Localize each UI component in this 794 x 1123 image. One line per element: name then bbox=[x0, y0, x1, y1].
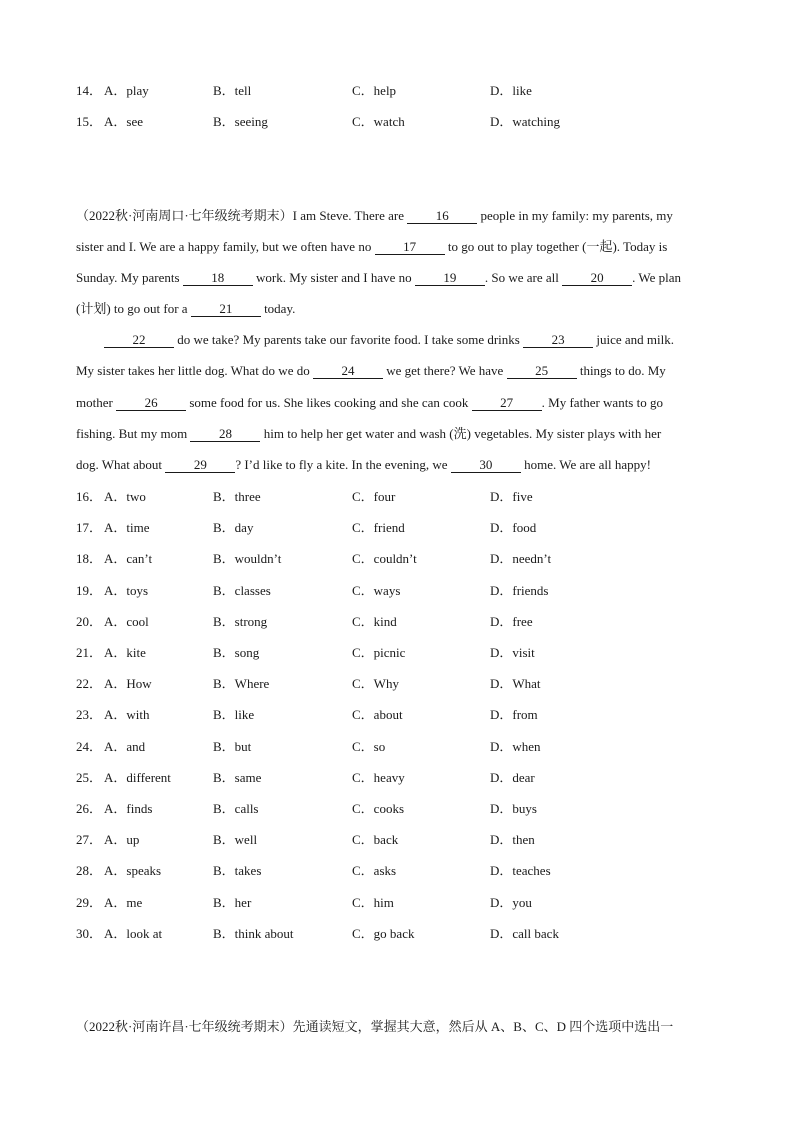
option-c: C．heavy bbox=[352, 770, 405, 785]
option-d: D．watching bbox=[490, 114, 561, 129]
blank-28: 28 bbox=[190, 426, 260, 442]
option-a: A．can’t bbox=[104, 551, 153, 566]
option-d: D．needn’t bbox=[490, 551, 552, 566]
option-d: D．five bbox=[490, 489, 533, 504]
blank-21: 21 bbox=[191, 301, 261, 317]
option-b: B．same bbox=[213, 770, 262, 785]
question-number: 22． bbox=[76, 676, 103, 691]
question-number: 27． bbox=[76, 832, 103, 847]
option-c: C．go back bbox=[352, 926, 415, 941]
option-a: A．speaks bbox=[104, 863, 162, 878]
blank-26: 26 bbox=[116, 395, 186, 411]
passage-line: fishing. But my mom 28 him to help her get water and wash (洗) vegetables. My sister plays with her bbox=[76, 426, 662, 441]
blank-30: 30 bbox=[451, 457, 521, 473]
question-number: 15． bbox=[76, 114, 103, 129]
question-number: 29． bbox=[76, 895, 103, 910]
option-a: A．cool bbox=[104, 614, 149, 629]
option-a: A．kite bbox=[104, 645, 146, 660]
option-b: B．three bbox=[213, 489, 261, 504]
passage-line: mother 26 some food for us. She likes cooking and she can cook 27 . My father wants to go bbox=[76, 395, 663, 410]
option-c: C．friend bbox=[352, 520, 405, 535]
option-b: B．wouldn’t bbox=[213, 551, 282, 566]
option-d: D．call back bbox=[490, 926, 559, 941]
blank-24: 24 bbox=[313, 363, 383, 379]
option-a: A．time bbox=[104, 520, 150, 535]
next-section-instructions: 先通读短文，掌握其大意，然后从 A、B、C、D 四个选项中选出一 bbox=[292, 1019, 674, 1034]
option-c: C．watch bbox=[352, 114, 405, 129]
option-c: C．back bbox=[352, 832, 399, 847]
question-number: 14． bbox=[76, 83, 103, 98]
option-d: D．then bbox=[490, 832, 535, 847]
option-d: D．visit bbox=[490, 645, 535, 660]
passage-source: （2022秋·河南周口·七年级统考期末） bbox=[76, 208, 293, 223]
option-d: D．you bbox=[490, 895, 532, 910]
question-number: 26． bbox=[76, 801, 103, 816]
blank-19: 19 bbox=[415, 270, 485, 286]
blank-16: 16 bbox=[407, 208, 477, 224]
passage-line: （2022秋·河南周口·七年级统考期末）I am Steve. There are 16 people in my family: my parents, my bbox=[76, 208, 673, 223]
option-a: A．toys bbox=[104, 583, 149, 598]
question-number: 21． bbox=[76, 645, 103, 660]
option-c: C．couldn’t bbox=[352, 551, 417, 566]
blank-20: 20 bbox=[562, 270, 632, 286]
option-c: C．him bbox=[352, 895, 394, 910]
passage-line: My sister takes her little dog. What do we do 24 we get there? We have 25 things to do. My bbox=[76, 363, 666, 378]
blank-27: 27 bbox=[472, 395, 542, 411]
option-b: B．song bbox=[213, 645, 260, 660]
option-d: D．What bbox=[490, 676, 541, 691]
next-section-source: （2022秋·河南许昌·七年级统考期末） bbox=[76, 1019, 293, 1034]
option-a: A．up bbox=[104, 832, 140, 847]
passage-line: dog. What about 29 ? I’d like to fly a kite. In the evening, we 30 home. We are all happy! bbox=[76, 457, 651, 472]
option-d: D．buys bbox=[490, 801, 537, 816]
question-number: 30． bbox=[76, 926, 103, 941]
option-c: C．four bbox=[352, 489, 396, 504]
question-number: 19． bbox=[76, 583, 103, 598]
option-a: A．with bbox=[104, 707, 150, 722]
option-c: C．about bbox=[352, 707, 403, 722]
option-c: C．cooks bbox=[352, 801, 405, 816]
option-b: B．think about bbox=[213, 926, 294, 941]
passage-line: (计划) to go out for a 21 today. bbox=[76, 301, 296, 316]
question-number: 17． bbox=[76, 520, 103, 535]
option-b: B．day bbox=[213, 520, 254, 535]
option-b: B．takes bbox=[213, 863, 262, 878]
option-b: B．like bbox=[213, 707, 255, 722]
option-c: C．ways bbox=[352, 583, 401, 598]
option-a: A．and bbox=[104, 739, 146, 754]
option-a: A．play bbox=[104, 83, 149, 98]
option-b: B．her bbox=[213, 895, 252, 910]
option-d: D．from bbox=[490, 707, 538, 722]
option-d: D．when bbox=[490, 739, 541, 754]
option-c: C．asks bbox=[352, 863, 397, 878]
question-number: 25． bbox=[76, 770, 103, 785]
question-number: 23． bbox=[76, 707, 103, 722]
option-d: D．like bbox=[490, 83, 532, 98]
option-c: C．kind bbox=[352, 614, 397, 629]
blank-29: 29 bbox=[165, 457, 235, 473]
question-number: 18． bbox=[76, 551, 103, 566]
passage-line: Sunday. My parents 18 work. My sister and I have no 19 . So we are all 20 . We plan bbox=[76, 270, 682, 285]
option-c: C．Why bbox=[352, 676, 399, 691]
option-b: B．but bbox=[213, 739, 252, 754]
option-b: B．Where bbox=[213, 676, 270, 691]
question-number: 28． bbox=[76, 863, 103, 878]
option-a: A．finds bbox=[104, 801, 153, 816]
question-number: 24． bbox=[76, 739, 103, 754]
option-d: D．dear bbox=[490, 770, 535, 785]
option-b: B．seeing bbox=[213, 114, 268, 129]
option-c: C．picnic bbox=[352, 645, 406, 660]
option-a: A．two bbox=[104, 489, 146, 504]
option-a: A．look at bbox=[104, 926, 163, 941]
blank-25: 25 bbox=[507, 363, 577, 379]
option-b: B．strong bbox=[213, 614, 268, 629]
option-b: B．calls bbox=[213, 801, 259, 816]
option-a: A．different bbox=[104, 770, 171, 785]
option-b: B．well bbox=[213, 832, 258, 847]
option-c: C．help bbox=[352, 83, 397, 98]
next-section-line bbox=[76, 1017, 673, 1037]
blank-23: 23 bbox=[523, 332, 593, 348]
option-b: B．classes bbox=[213, 583, 271, 598]
passage-line: sister and I. We are a happy family, but we often have no 17 to go out to play together (一起). Today is bbox=[76, 239, 668, 254]
option-d: D．food bbox=[490, 520, 537, 535]
blank-22: 22 bbox=[104, 332, 174, 348]
question-number: 16． bbox=[76, 489, 103, 504]
option-b: B．tell bbox=[213, 83, 252, 98]
option-a: A．me bbox=[104, 895, 143, 910]
option-a: A．How bbox=[104, 676, 152, 691]
option-d: D．free bbox=[490, 614, 533, 629]
option-d: D．teaches bbox=[490, 863, 551, 878]
option-c: C．so bbox=[352, 739, 386, 754]
passage-line: 22 do we take? My parents take our favorite food. I take some drinks 23 juice and milk. bbox=[104, 330, 718, 350]
question-number: 20． bbox=[76, 614, 103, 629]
blank-17: 17 bbox=[375, 239, 445, 255]
option-d: D．friends bbox=[490, 583, 549, 598]
option-a: A．see bbox=[104, 114, 143, 129]
blank-18: 18 bbox=[183, 270, 253, 286]
